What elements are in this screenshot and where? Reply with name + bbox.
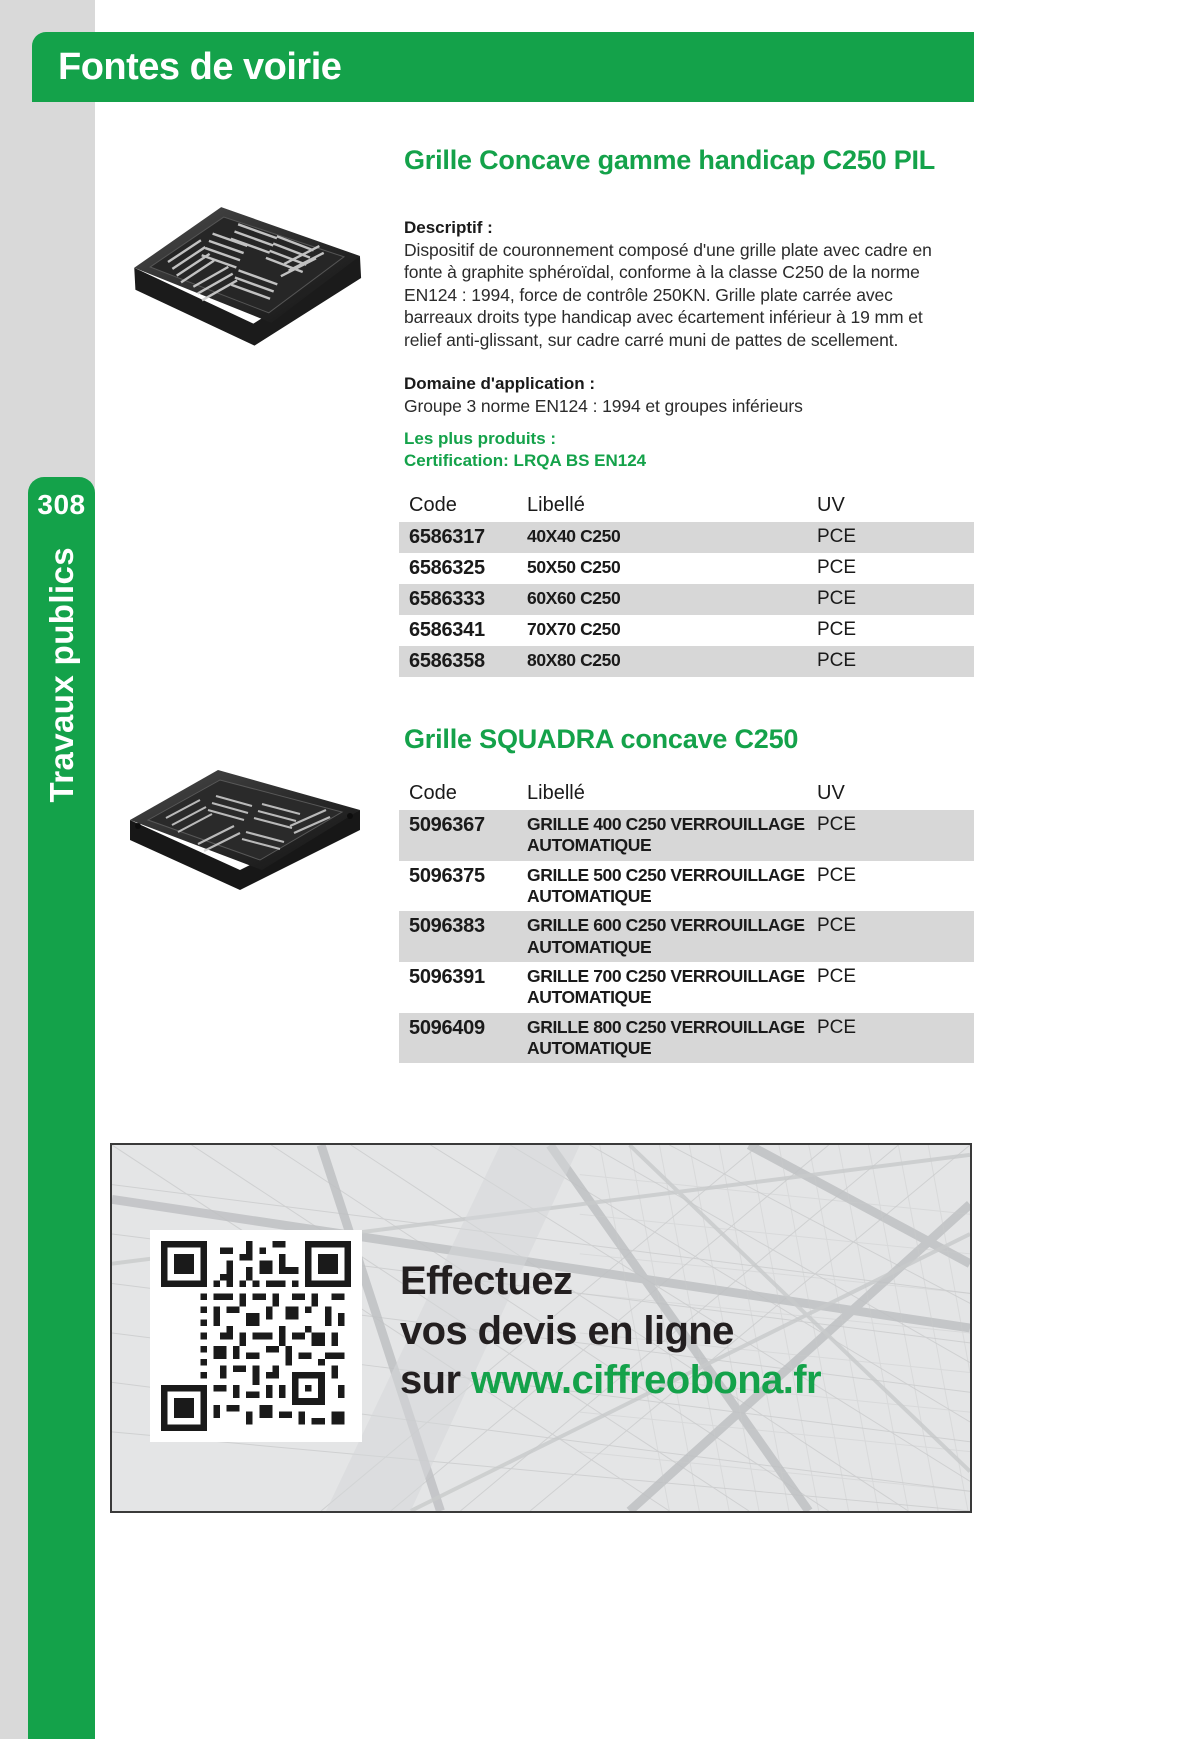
section-label-text: Travaux publics [42, 547, 80, 803]
col-header-code: Code [409, 782, 457, 804]
table-row [399, 522, 974, 553]
cell-uv: PCE [817, 646, 974, 677]
cell-code: 6586325 [409, 557, 485, 579]
section-side-band [28, 477, 95, 1739]
cell-uv: PCE [817, 557, 857, 578]
banner-line-3 [400, 1356, 960, 1406]
cell-code: 5096375 [409, 864, 485, 887]
domaine-label: Domaine d'application : [404, 374, 596, 393]
cell-libelle: GRILLE 600 C250 VERROUILLAGE AUTOMATIQUE [517, 911, 817, 962]
cell-uv: PCE [817, 619, 857, 640]
section-label [28, 547, 95, 1147]
cell-libelle: 70X70 C250 [527, 619, 621, 639]
grille-squadra-photo [118, 752, 368, 892]
cell-libelle: GRILLE 400 C250 VERROUILLAGE AUTOMATIQUE [517, 810, 817, 861]
cell-libelle: GRILLE 500 C250 VERROUILLAGE AUTOMATIQUE [527, 864, 805, 907]
banner-line-2: vos devis en ligne [400, 1308, 734, 1353]
product-1-table-wrap [399, 492, 974, 677]
col-header-code: Code [409, 494, 457, 516]
col-header-uv: UV [817, 494, 845, 516]
banner-text [400, 1257, 960, 1406]
certification-text: Certification: LRQA BS EN124 [404, 451, 647, 471]
plus-produits-label: Les plus produits : [404, 429, 557, 448]
cell-code: 5096383 [399, 911, 517, 962]
col-header-libelle: Libellé [527, 782, 585, 804]
cell-uv: PCE [817, 584, 974, 615]
cell-code: 5096367 [399, 810, 517, 861]
banner-line-1: Effectuez [400, 1259, 573, 1303]
table-row [399, 810, 974, 861]
table-row [399, 861, 974, 912]
cell-libelle: GRILLE 700 C250 VERROUILLAGE AUTOMATIQUE [527, 966, 805, 1008]
col-header-uv: UV [817, 782, 845, 804]
cell-code: 6586341 [409, 619, 485, 641]
table-row [399, 646, 974, 677]
descriptif-text: Dispositif de couronnement composé d'une grille plate avec cadre en fonte à graphite sphéroïdal, conforme à la classe C250 de la norme EN124 : 1994, force de contrôle 250KN. Grille plate carrée avec barreaux droits type handicap avec écartement inférieur à 19 mm et relief anti-glissant, sur cadre carré muni de pattes de scellement. [404, 240, 932, 350]
table-row [399, 1013, 974, 1064]
cell-libelle: 50X50 C250 [527, 557, 621, 577]
banner-url[interactable]: www.ciffreobona.fr [470, 1358, 821, 1403]
cell-uv: PCE [817, 864, 857, 886]
table-header-row [399, 780, 974, 810]
cell-code: 5096391 [409, 966, 485, 989]
page-title: Fontes de voirie [58, 45, 342, 88]
cell-code: 6586358 [399, 646, 517, 677]
banner-sur-prefix: sur [400, 1358, 471, 1403]
table-row [399, 962, 974, 1013]
page-number: 308 [37, 489, 86, 520]
cell-uv: PCE [817, 810, 974, 861]
product-table-1 [399, 492, 974, 677]
grille-concave-handicap-illustration [115, 154, 375, 367]
grille-squadra-illustration [118, 752, 368, 897]
cell-code: 5096409 [399, 1013, 517, 1064]
cell-libelle: 80X80 C250 [517, 646, 817, 677]
page-header [32, 32, 974, 102]
grille-concave-handicap-photo [115, 154, 375, 367]
table-row [399, 615, 974, 646]
product-1-domaine-block [404, 374, 944, 417]
col-header-libelle: Libellé [527, 494, 585, 516]
cell-code: 6586333 [399, 584, 517, 615]
cell-libelle: 40X40 C250 [517, 522, 817, 553]
product-title-1: Grille Concave gamme handicap C250 PIL [404, 145, 936, 175]
cell-code: 6586317 [399, 522, 517, 553]
cell-uv: PCE [817, 1013, 974, 1064]
cell-uv: PCE [817, 522, 974, 553]
product-2-table-wrap [399, 780, 974, 1063]
qr-code-icon [161, 1241, 351, 1431]
domaine-text: Groupe 3 norme EN124 : 1994 et groupes inférieurs [404, 396, 803, 416]
product-table-2 [399, 780, 974, 1063]
cell-uv: PCE [817, 911, 974, 962]
descriptif-label: Descriptif : [404, 218, 493, 237]
cell-libelle: 60X60 C250 [517, 584, 817, 615]
product-1-plus-block [404, 428, 944, 472]
table-row [399, 553, 974, 584]
table-header-row [399, 492, 974, 522]
table-row [399, 584, 974, 615]
cell-libelle: GRILLE 800 C250 VERROUILLAGE AUTOMATIQUE [517, 1013, 817, 1064]
product-1-descriptif-block [404, 218, 944, 351]
cell-uv: PCE [817, 966, 857, 988]
product-title-2: Grille SQUADRA concave C250 [404, 724, 799, 754]
promo-banner [110, 1143, 972, 1513]
qr-code[interactable] [150, 1230, 362, 1442]
table-row [399, 911, 974, 962]
